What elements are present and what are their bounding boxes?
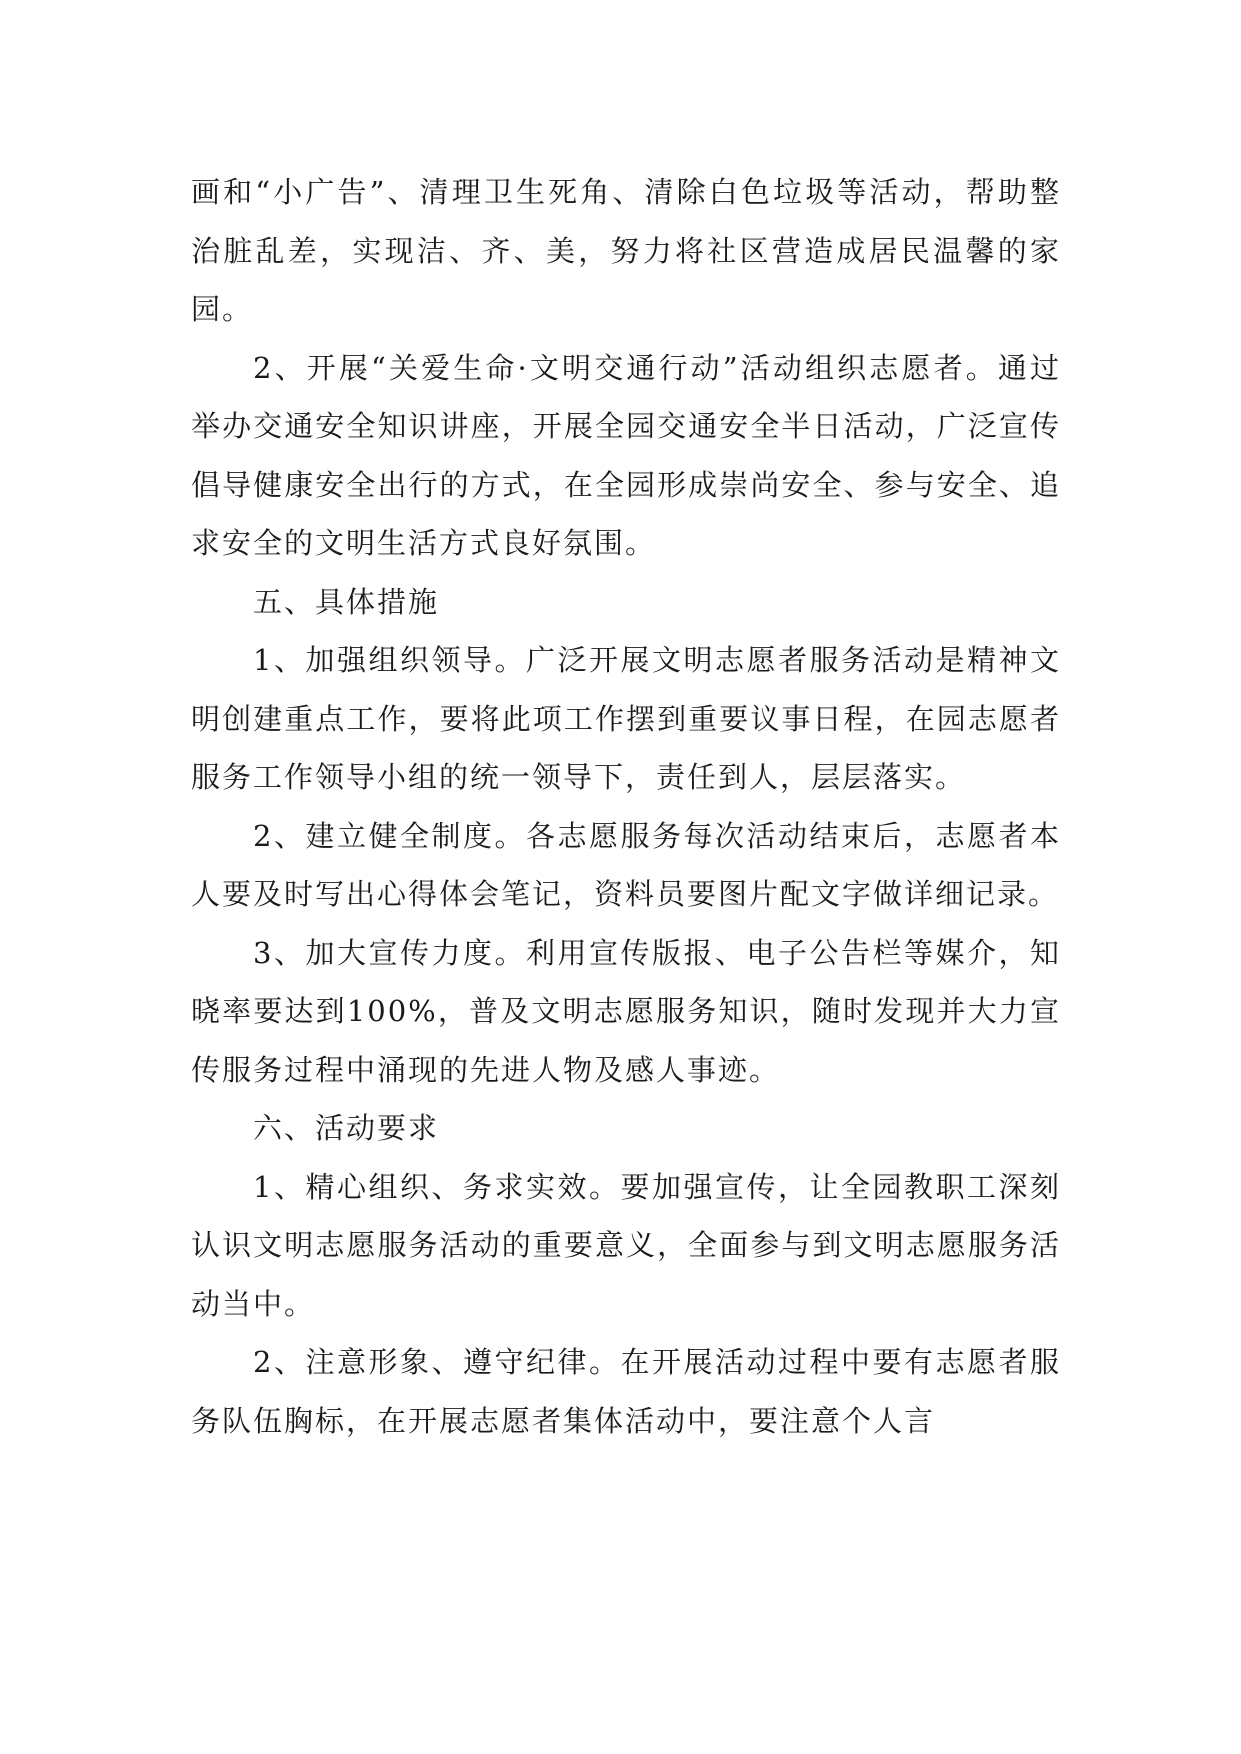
section-heading-requirements: 六、活动要求 xyxy=(253,1111,440,1145)
paragraph-continuation: 画和“小广告”、清理卫生死角、清除白色垃圾等活动，帮助整治脏乱差，实现洁、齐、美，努力将社区营造成居民温馨的家园。 xyxy=(191,175,1061,326)
paragraph-discipline: 2、注意形象、遵守纪律。在开展活动过程中要有志愿者服务队伍胸标，在开展志愿者集体活动中，要注意个人言 xyxy=(191,1345,1061,1438)
section-heading-measures: 五、具体措施 xyxy=(253,584,440,619)
paragraph-leadership: 1、加强组织领导。广泛开展文明志愿者服务活动是精神文明创建重点工作，要将此项工作摆到重要议事日程，在园志愿者服务工作领导小组的统一领导下，责任到人，层层落实。 xyxy=(191,643,1061,794)
paragraph-system: 2、建立健全制度。各志愿服务每次活动结束后，志愿者本人要及时写出心得体会笔记，资料员要图片配文字做详细记录。 xyxy=(191,818,1061,911)
paragraph-organization: 1、精心组织、务求实效。要加强宣传，让全园教职工深刻认识文明志愿服务活动的重要意义，全面参与到文明志愿服务活动当中。 xyxy=(191,1169,1061,1321)
paragraph-traffic-activity: 2、开展“关爱生命·文明交通行动”活动组织志愿者。通过举办交通安全知识讲座，开展全园交通安全半日活动，广泛宣传倡导健康安全出行的方式，在全园形成崇尚安全、参与安全、追求安全的文明生活方式良好氛围。 xyxy=(191,350,1061,560)
document-body xyxy=(191,163,1061,1450)
paragraph-publicity: 3、加大宣传力度。利用宣传版报、电子公告栏等媒介，知晓率要达到100%，普及文明志愿服务知识，随时发现并大力宣传服务过程中涌现的先进人物及感人事迹。 xyxy=(191,935,1061,1087)
